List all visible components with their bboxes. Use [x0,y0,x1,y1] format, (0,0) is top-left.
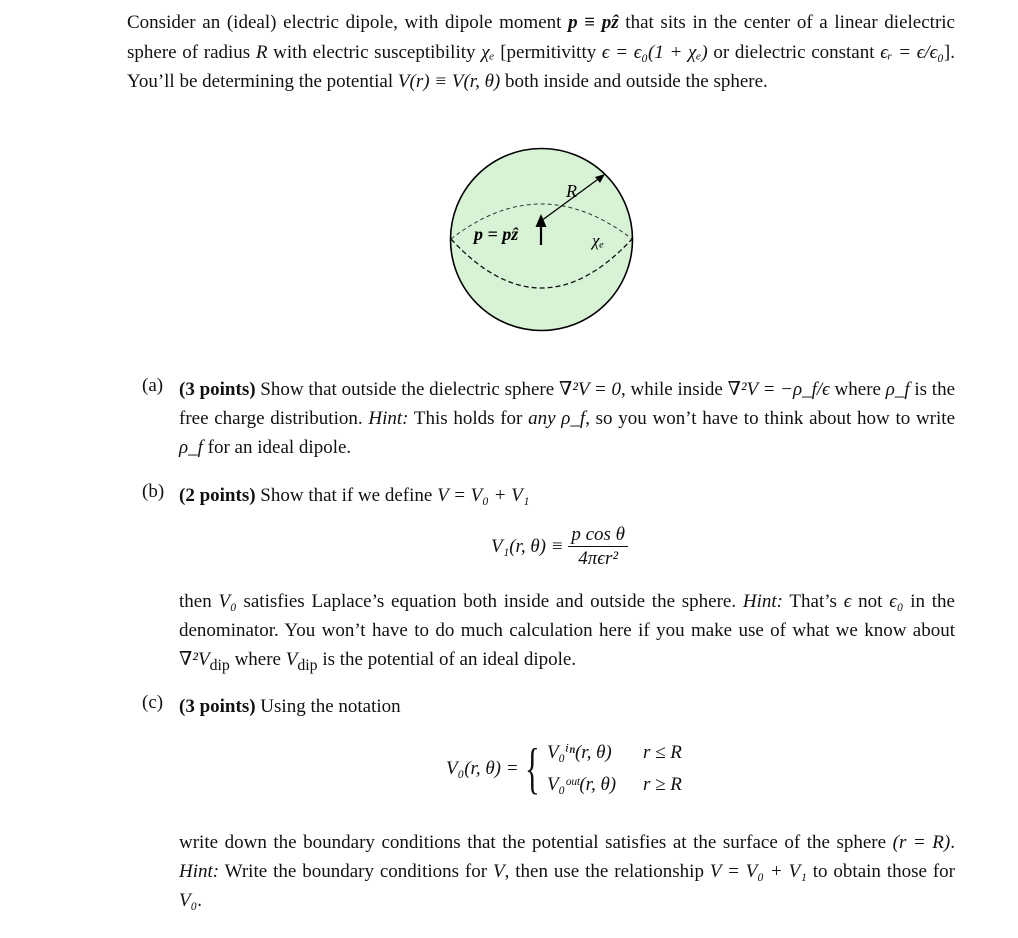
left-brace: { [525,738,541,800]
v1-fraction: $\frac{\text{p cos θ}}{\text{4πϵr²}}$ [568,524,628,571]
part-a-label: (a) [142,375,164,396]
radius-label: R [566,181,577,201]
potential-definition: V(r) ≡ V(r, θ) [397,71,501,92]
part-b-label: (b) [142,481,165,502]
dielectric-sphere-figure [449,147,634,332]
part-c-body: write down the boundary conditions that the potential satisfies at the surface of the sphere (r = R). Hint: Write the boundary conditions for V, then use the relationship V = V₀ + V₁ to obtain those for V₀. [179,832,955,911]
part-a-body: (3 points) Show that outside the dielectric sphere ∇²V = 0, while inside ∇²V = −ρ_f/ϵ where ρ_f is the free charge distribution. Hint: This holds for any ρ_f, so you won’t have to think about how to write ρ_f for an ideal dipole. [179,379,956,458]
part-c-continued [142,828,955,915]
case-inside: V₀ⁱⁿ(r, θ) r ≤ R [546,742,682,763]
dipole-label: p = pẑ [474,224,519,244]
dipole-definition: p ≡ pẑ [568,12,619,33]
permittivity-definition: ϵ = ϵ₀(1 + χₑ) [601,41,708,63]
part-b-intro: (2 points) Show that if we define V = V₀ + V₁ [179,485,530,506]
case-outside: V₀ᵒᵘᵗ(r, θ) r ≥ R [546,774,682,795]
part-c-intro: (3 points) Using the notation [179,696,401,717]
part-a [142,375,955,462]
part-c [142,692,955,721]
part-b-body: then V₀ satisfies Laplace’s equation both inside and outside the sphere. Hint: That’s ϵ not ϵ₀ in the denominator. You won’t have to do much calculation here if you make use of what we know about $\nabla^2V_{dip}$ where $V_{dip}$ is the potential of an ideal dipole. [179,591,955,674]
susceptibility-label: χₑ [592,231,604,250]
intro-paragraph: Consider an (ideal) electric dipole, with dipole moment p ≡ pẑ that sits in the center of a linear dielectric sphere of radius R with electric susceptibility χₑ [permitivitty ϵ = ϵ₀(1 + χₑ) or dielectric constant ϵᵣ = ϵ/ϵ₀]. You’ll be determining the potential V(r) ≡ V(r, θ) both inside and outside the sphere. [127,12,955,92]
dielectric-constant-definition: ϵᵣ = ϵ/ϵ₀ [880,41,944,63]
v0-piecewise-equation: V₀(r, θ) = { V₀ⁱⁿ(r, θ) r ≤ R V₀ᵒᵘᵗ(r, θ) r ≥ R [446,738,682,800]
part-b-continued [142,587,955,680]
v1-equation: V₁(r, θ) ≡ $\frac{\text{p cos θ}}{\text{4πϵr²}}$ [491,524,628,571]
part-c-label: (c) [142,692,164,713]
part-b [142,481,955,510]
cases-block [547,737,682,801]
sphere-diagram [449,147,634,332]
